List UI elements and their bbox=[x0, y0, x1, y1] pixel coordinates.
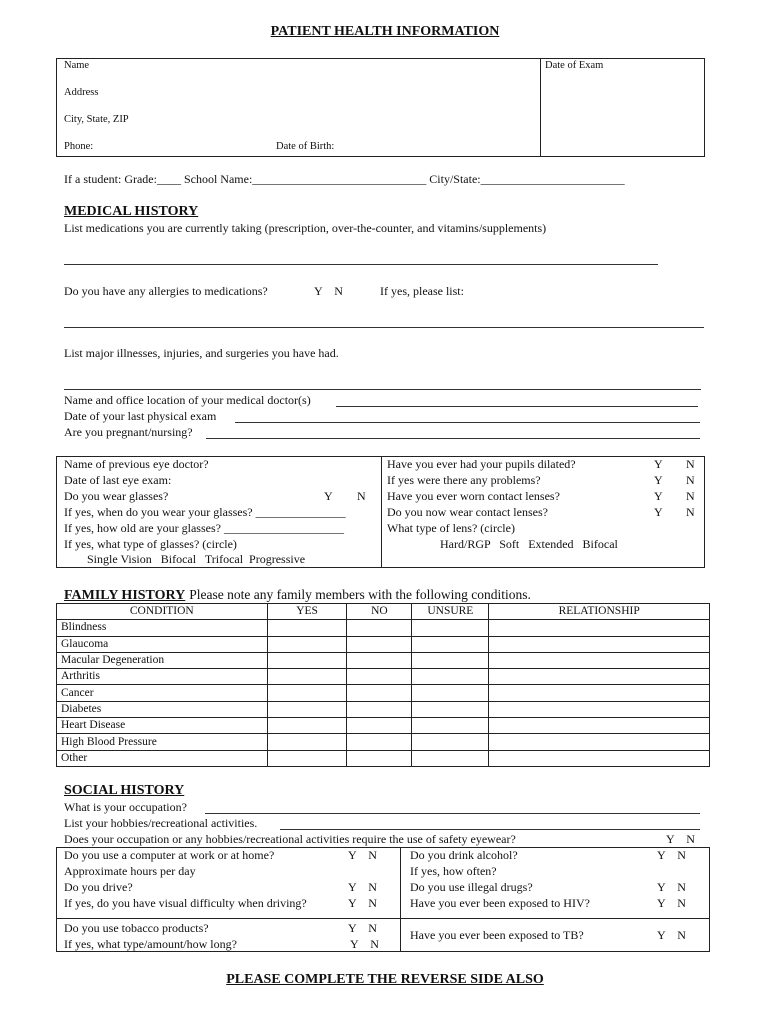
condition-cell: Blindness bbox=[57, 620, 268, 636]
yes-cell[interactable] bbox=[267, 750, 347, 766]
yes-cell[interactable] bbox=[267, 685, 347, 701]
driving-difficulty-yn[interactable]: Y N bbox=[348, 896, 377, 910]
drive-yn[interactable]: Y N bbox=[348, 880, 377, 894]
pregnant-label: Are you pregnant/nursing? bbox=[64, 425, 193, 439]
unsure-cell[interactable] bbox=[412, 620, 489, 636]
family-history-heading: FAMILY HISTORY bbox=[64, 588, 186, 603]
illnesses-line[interactable] bbox=[64, 389, 701, 390]
dilation-problems-n[interactable]: N bbox=[686, 473, 695, 487]
no-cell[interactable] bbox=[347, 636, 412, 652]
yes-cell[interactable] bbox=[267, 718, 347, 734]
hiv-question: Have you ever been exposed to HIV? bbox=[410, 896, 590, 910]
wear-contacts-question: Do you now wear contact lenses? bbox=[387, 505, 548, 519]
table-row bbox=[57, 701, 710, 717]
address-field[interactable]: Address bbox=[64, 87, 99, 98]
lens-type-question: What type of lens? (circle) bbox=[387, 521, 515, 535]
condition-cell: Other bbox=[57, 750, 268, 766]
dilation-problems-question: If yes were there any problems? bbox=[387, 473, 541, 487]
medications-label: List medications you are currently taking (prescription, over-the-counter, and vitamins/supplements) bbox=[64, 221, 547, 235]
allergies-yn[interactable]: Y N bbox=[314, 284, 343, 298]
safety-eyewear-question: Does your occupation or any hobbies/recreational activities require the use of safety eyewear? bbox=[64, 832, 516, 846]
relationship-cell[interactable] bbox=[489, 734, 710, 750]
tobacco-type-yn[interactable]: Y N bbox=[350, 937, 379, 951]
eye-box-divider bbox=[381, 456, 382, 568]
glasses-n[interactable]: N bbox=[357, 489, 366, 503]
doctor-label: Name and office location of your medical doctor(s) bbox=[64, 393, 311, 407]
wear-contacts-n[interactable]: N bbox=[686, 505, 695, 519]
worn-contacts-question: Have you ever worn contact lenses? bbox=[387, 489, 560, 503]
social-box-divider bbox=[400, 847, 401, 952]
allergies-question: Do you have any allergies to medications? bbox=[64, 284, 268, 298]
unsure-cell[interactable] bbox=[412, 750, 489, 766]
allergies-line[interactable] bbox=[64, 327, 704, 328]
hobbies-label: List your hobbies/recreational activities. bbox=[64, 816, 258, 830]
table-row bbox=[57, 652, 710, 668]
no-cell[interactable] bbox=[347, 750, 412, 766]
unsure-cell[interactable] bbox=[412, 701, 489, 717]
tobacco-yn[interactable]: Y N bbox=[348, 921, 377, 935]
glasses-type-question: If yes, what type of glasses? (circle) bbox=[64, 537, 237, 551]
hiv-yn[interactable]: Y N bbox=[657, 896, 686, 910]
glasses-y[interactable]: Y bbox=[324, 489, 333, 503]
condition-cell: Glaucoma bbox=[57, 636, 268, 652]
worn-contacts-n[interactable]: N bbox=[686, 489, 695, 503]
family-history-note: Please note any family members with the following conditions. bbox=[189, 587, 531, 602]
no-cell[interactable] bbox=[347, 685, 412, 701]
allergies-list-label: If yes, please list: bbox=[380, 284, 464, 298]
yes-cell[interactable] bbox=[267, 652, 347, 668]
box-divider bbox=[540, 58, 541, 157]
no-cell[interactable] bbox=[347, 734, 412, 750]
computer-yn[interactable]: Y N bbox=[348, 848, 377, 862]
last-eye-exam: Date of last eye exam: bbox=[64, 473, 172, 487]
physical-line[interactable] bbox=[235, 422, 700, 423]
no-cell[interactable] bbox=[347, 718, 412, 734]
alcohol-yn[interactable]: Y N bbox=[657, 848, 686, 862]
unsure-cell[interactable] bbox=[412, 685, 489, 701]
condition-cell: Diabetes bbox=[57, 701, 268, 717]
phone-field[interactable]: Phone: bbox=[64, 141, 94, 152]
relationship-cell[interactable] bbox=[489, 652, 710, 668]
tobacco-question: Do you use tobacco products? bbox=[64, 921, 209, 935]
col-unsure: UNSURE bbox=[412, 604, 489, 620]
yes-cell[interactable] bbox=[267, 669, 347, 685]
city-state-zip-field[interactable]: City, State, ZIP bbox=[64, 114, 129, 125]
dilated-question: Have you ever had your pupils dilated? bbox=[387, 457, 576, 471]
table-header-row bbox=[57, 604, 710, 620]
medical-history-heading: MEDICAL HISTORY bbox=[64, 204, 199, 219]
doctor-line[interactable] bbox=[336, 406, 698, 407]
table-row bbox=[57, 734, 710, 750]
table-row bbox=[57, 636, 710, 652]
when-wear-glasses[interactable]: If yes, when do you wear your glasses? _______________ bbox=[64, 505, 346, 519]
table-row bbox=[57, 685, 710, 701]
dilated-y[interactable]: Y bbox=[654, 457, 663, 471]
condition-cell: High Blood Pressure bbox=[57, 734, 268, 750]
occupation-label: What is your occupation? bbox=[64, 800, 187, 814]
date-of-exam-field[interactable]: Date of Exam bbox=[545, 60, 604, 71]
unsure-cell[interactable] bbox=[412, 669, 489, 685]
condition-cell: Arthritis bbox=[57, 669, 268, 685]
family-history-table bbox=[56, 603, 710, 767]
col-relationship: RELATIONSHIP bbox=[489, 604, 710, 620]
hours-per-day[interactable]: Approximate hours per day bbox=[64, 864, 196, 878]
hobbies-line[interactable] bbox=[280, 829, 700, 830]
condition-cell: Heart Disease bbox=[57, 718, 268, 734]
alcohol-frequency[interactable]: If yes, how often? bbox=[410, 864, 497, 878]
social-history-heading: SOCIAL HISTORY bbox=[64, 783, 185, 798]
name-field[interactable]: Name bbox=[64, 60, 90, 71]
relationship-cell[interactable] bbox=[489, 718, 710, 734]
condition-cell: Cancer bbox=[57, 685, 268, 701]
yes-cell[interactable] bbox=[267, 701, 347, 717]
condition-cell: Macular Degeneration bbox=[57, 652, 268, 668]
physical-label: Date of your last physical exam bbox=[64, 409, 217, 423]
col-condition: CONDITION bbox=[57, 604, 268, 620]
occupation-line[interactable] bbox=[205, 813, 700, 814]
no-cell[interactable] bbox=[347, 701, 412, 717]
yes-cell[interactable] bbox=[267, 636, 347, 652]
unsure-cell[interactable] bbox=[412, 652, 489, 668]
unsure-cell[interactable] bbox=[412, 636, 489, 652]
unsure-cell[interactable] bbox=[412, 734, 489, 750]
col-no: NO bbox=[347, 604, 412, 620]
prev-eye-doctor: Name of previous eye doctor? bbox=[64, 457, 209, 471]
form-title: PATIENT HEALTH INFORMATION bbox=[270, 24, 500, 39]
col-yes: YES bbox=[267, 604, 347, 620]
patient-info-box bbox=[56, 58, 705, 157]
no-cell[interactable] bbox=[347, 652, 412, 668]
lens-types[interactable]: Hard/RGP Soft Extended Bifocal bbox=[440, 537, 618, 551]
tb-question: Have you ever been exposed to TB? bbox=[410, 928, 584, 942]
alcohol-question: Do you drink alcohol? bbox=[410, 848, 518, 862]
social-box-row-divider bbox=[56, 918, 710, 919]
dilation-problems-y[interactable]: Y bbox=[654, 473, 663, 487]
reverse-side-note: PLEASE COMPLETE THE REVERSE SIDE ALSO bbox=[226, 972, 544, 987]
table-row bbox=[57, 750, 710, 766]
dilated-n[interactable]: N bbox=[686, 457, 695, 471]
no-cell[interactable] bbox=[347, 669, 412, 685]
yes-cell[interactable] bbox=[267, 620, 347, 636]
student-line[interactable]: If a student: Grade:____ School Name:_____________________________ City/State:________________________ bbox=[64, 172, 625, 186]
yes-cell[interactable] bbox=[267, 734, 347, 750]
table-row bbox=[57, 620, 710, 636]
glasses-types[interactable]: Single Vision Bifocal Trifocal Progressive bbox=[87, 552, 306, 566]
worn-contacts-y[interactable]: Y bbox=[654, 489, 663, 503]
wear-contacts-y[interactable]: Y bbox=[654, 505, 663, 519]
relationship-cell[interactable] bbox=[489, 669, 710, 685]
safety-eyewear-yn[interactable]: Y N bbox=[666, 832, 695, 846]
wear-glasses: Do you wear glasses? bbox=[64, 489, 169, 503]
relationship-cell[interactable] bbox=[489, 620, 710, 636]
tobacco-type-question: If yes, what type/amount/how long? bbox=[64, 937, 237, 951]
illnesses-label: List major illnesses, injuries, and surgeries you have had. bbox=[64, 346, 339, 360]
dob-field[interactable]: Date of Birth: bbox=[276, 141, 335, 152]
table-row bbox=[57, 669, 710, 685]
glasses-age[interactable]: If yes, how old are your glasses? ____________________ bbox=[64, 521, 344, 535]
relationship-cell[interactable] bbox=[489, 685, 710, 701]
table-row bbox=[57, 718, 710, 734]
drugs-yn[interactable]: Y N bbox=[657, 880, 686, 894]
no-cell[interactable] bbox=[347, 620, 412, 636]
family-history-header bbox=[64, 586, 531, 604]
pregnant-line[interactable] bbox=[206, 438, 700, 439]
drive-question: Do you drive? bbox=[64, 880, 133, 894]
drugs-question: Do you use illegal drugs? bbox=[410, 880, 533, 894]
driving-difficulty-question: If yes, do you have visual difficulty when driving? bbox=[64, 896, 307, 910]
relationship-cell[interactable] bbox=[489, 636, 710, 652]
relationship-cell[interactable] bbox=[489, 750, 710, 766]
unsure-cell[interactable] bbox=[412, 718, 489, 734]
medications-line[interactable] bbox=[64, 264, 658, 265]
tb-yn[interactable]: Y N bbox=[657, 928, 686, 942]
relationship-cell[interactable] bbox=[489, 701, 710, 717]
computer-question: Do you use a computer at work or at home? bbox=[64, 848, 275, 862]
